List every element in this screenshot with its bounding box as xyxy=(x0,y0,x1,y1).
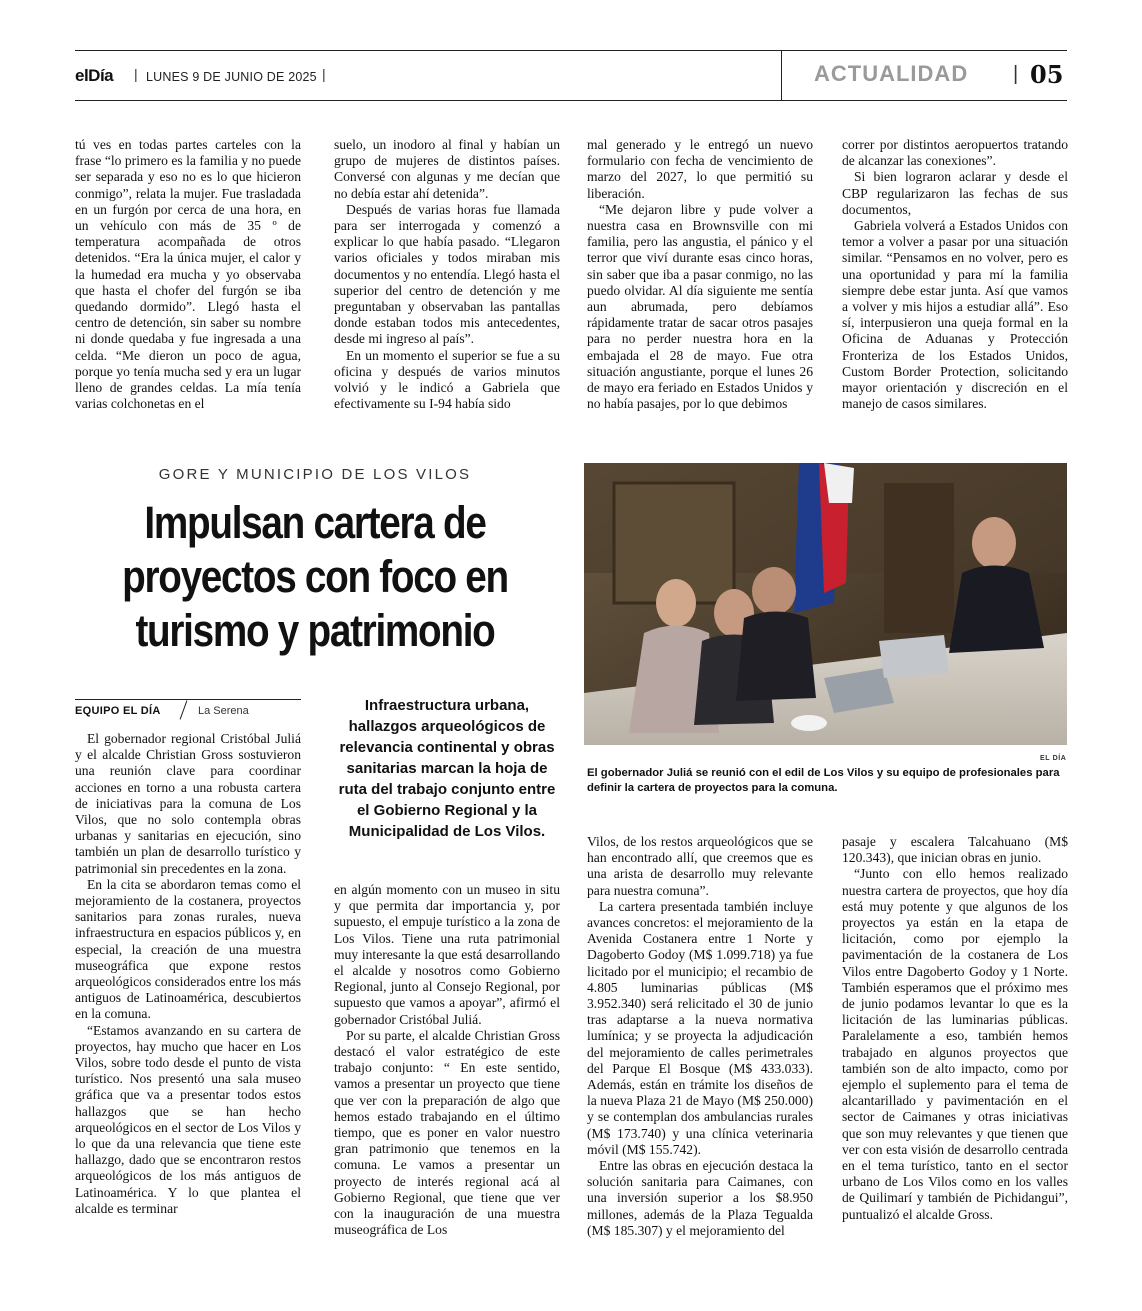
paragraph: mal generado y le entregó un nuevo formulario con fecha de vencimiento de marzo del 2027, lo que permitió su liberación. xyxy=(587,137,813,201)
header-top-rule xyxy=(75,50,1067,51)
paragraph: tú ves en todas partes carteles con la frase “lo primero es la familia y no puede ser separada y eso no es lo que hicieron conmigo”, relata la mujer. Fue trasladada en un furgón por cerca de una hora, en un vehículo con más de 35 º de temperatura acompañada de otros detenidos. “Era la única mujer, el calor y la humedad era mucha y yo observaba que hasta el chofer del furgón se iba quedando dormido”. Llegó hasta el centro de detención, sin saber su nombre ni donde quedaba y fue ingresada a una celda. “Me dieron un poco de agua, porque yo tenía mucha sed y era un lugar lleno de grandes celdas. La mía tenía varias colchonetas en el xyxy=(75,137,301,412)
paragraph: En un momento el superior se fue a su oficina y después de varios minutos volvió y le indicó a Gabriela que efectivamente su I-94 había sido xyxy=(334,347,560,412)
paragraph: En la cita se abordaron temas como el mejoramiento de la costanera, proyectos sanitarios para zonas rurales, nueva infraestructura en espacios públicos y, en especial, la creación de una muestra museográfica que expone restos arqueológicos considerados entre los más antiguos de Latinoamérica, descubiertos en la comuna. xyxy=(75,876,301,1022)
paragraph: “Estamos avanzando en su cartera de proyectos, hay mucho que hacer en Los Vilos, sobre todo desde el punto de vista turístico. Nos presentó una sala museo gráfica que va a presentar todos estos hallazgos que se han hecho arqueológicos en el sector de Los Vilos y lo que da una relevancia que tiene este hallazgo, dado que se encontraron restos arqueológicos de los más antiguos de Latinoamérica. Y lo que plantea el alcalde es terminar xyxy=(75,1022,301,1216)
prev-article-column-3 xyxy=(587,137,813,412)
photo-credit: EL DÍA xyxy=(1040,755,1067,762)
article-column-4 xyxy=(842,834,1068,1223)
prev-article-column-1 xyxy=(75,137,301,412)
paragraph: “Junto con ello hemos realizado nuestra cartera de proyectos, que hoy día está muy potente y que algunos de los proyectos ya están en la etapa de licitación, como por ejemplo la pavimentación de la costanera de Los Vilos entre Dagoberto Godoy y 1 Norte. También esperamos que el próximo mes de junio podamos levantar lo que es la licitación de las luminarias públicas. Paralelamente a eso, también hemos trabajado en algunos proyectos que también son de alto impacto, como por ejemplo el suplemento para el tema de alcantarillado y pavimentación en el sector de Caimanes y otras iniciativas que son muy relevantes y que tienen que ver con esta visión de desarrollo centrada en el tema turístico, tanto en el sector urbano de Los Vilos como en los valles de Quilimarí y también de Pichidangui”, puntualizó el alcalde Gross. xyxy=(842,866,1068,1222)
article-column-1 xyxy=(75,731,301,1217)
byline-city: La Serena xyxy=(198,705,249,717)
article-headline: Impulsan cartera de proyectos con foco en turismo y patrimonio xyxy=(122,497,508,656)
byline-author: EQUIPO EL DÍA xyxy=(75,705,161,717)
paragraph: La cartera presentada también incluye avances concretos: el mejoramiento de la Avenida Costanera entre 1 Norte y Dagoberto Godoy (M$ 1.099.718) ya fue licitado por el municipio; el recambio de 4.805 luminarias públicas (M$ 3.952.340) será relicitado el 30 de junio tras adaptarse a la nueva normativa lumínica; y se proyecta la adjudicación del mejoramiento de calles perimetrales del Parque El Bosque (M$ 433.033). Además, están en trámite los diseños de la nueva Plaza 21 de Mayo (M$ 250.000) y se contemplan dos ambulancias rurales (M$ 173.740) y una clínica veterinaria móvil (M$ 155.742). xyxy=(587,898,813,1157)
prev-article-column-2 xyxy=(334,137,560,412)
photo-caption: El gobernador Juliá se reunió con el edil de Los Vilos y su equipo de profesionales para definir la cartera de proyectos para la comuna. xyxy=(587,767,1060,794)
paragraph: Por su parte, el alcalde Christian Gross destacó el valor estratégico de este trabajo conjunto: “ En este sentido, vamos a presentar un proyecto que tiene que ver con la preparación de algo que hemos estado trabajando en el último tiempo, que es poner en valor nuestro gran patrimonio que tenemos en la comuna. Le vamos a presentar un proyecto de interés regional acá al Gobierno Regional, que tiene que ver con la inauguración de una muestra museográfica de Los xyxy=(334,1027,560,1238)
article-lead: Infraestructura urbana, hallazgos arqueológicos de relevancia continental y obras sanitarias marcan la hoja de ruta del trabajo conjunto entre el Gobierno Regional y la Municipalidad de Los Vilos. xyxy=(338,697,556,840)
byline-rule xyxy=(75,699,301,700)
header-separator: | xyxy=(1013,63,1019,85)
article-photo xyxy=(584,463,1067,745)
article-column-2 xyxy=(334,882,560,1238)
page-number: 05 xyxy=(1030,60,1064,89)
meeting-photo-illustration xyxy=(584,463,1067,745)
paragraph: Vilos, de los restos arqueológicos que se han encontrado allí, que creemos que es una arista de desarrollo muy relevante para nuestra comuna”. xyxy=(587,834,813,898)
paragraph: pasaje y escalera Talcahuano (M$ 120.343), que inician obras en junio. xyxy=(842,834,1068,866)
paragraph: correr por distintos aeropuertos tratando de alcanzar las conexiones”. xyxy=(842,137,1068,169)
header-separator: | xyxy=(322,66,326,82)
header-date: LUNES 9 DE JUNIO DE 2025 xyxy=(146,70,317,84)
paragraph: El gobernador regional Cristóbal Juliá y el alcalde Christian Gross sostuvieron una reunión clave para coordinar acciones en torno a una robusta cartera de iniciativas para la comuna de Los Vilos, que no solo contempla obras urbanas y sanitarias en ejecución, sino también un plan de desarrollo turístico y patrimonial sin precedentes en la zona. xyxy=(75,731,301,876)
paragraph: Después de varias horas fue llamada para ser interrogada y comenzó a explicar lo que había pasado. “Llegaron varios oficiales y todos miraban mis documentos y no entendía. Llegó hasta el superior del centro de detención y me preguntaban y observaban las pantallas donde estaban todos mis antecedentes, desde mi ingreso al país”. xyxy=(334,201,560,347)
article-column-3 xyxy=(587,834,813,1239)
paragraph: Gabriela volverá a Estados Unidos con temor a volver a pasar por una situación similar. “Pensamos en no volver, pero es una oportunidad y para mí la familia siempre debe estar junta. Así que vamos a volver y mis hijos a estudiar allá”. Eso sí, interpusieron una queja formal en la Oficina de Aduanas y Protección Fronteriza de los Estados Unidos, Custom Border Protection, solicitando mayor orientación y discreción en el manejo de casos similares. xyxy=(842,218,1068,412)
paragraph: en algún momento con un museo in situ y que permita dar importancia y, por supuesto, el empuje turístico a la zona de Los Vilos. Tiene una ruta patrimonial muy interesante la que está desarrollando el alcalde y nosotros como Gobierno Regional, junto al Consejo Regional, por supuesto que vamos a apoyar”, afirmó el gobernador Cristóbal Juliá. xyxy=(334,882,560,1027)
paragraph: Entre las obras en ejecución destaca la solución sanitaria para Caimanes, con una inversión superior a los $8.950 millones, además de la Plaza Tegualda (M$ 185.307) y el mejoramiento del xyxy=(587,1158,813,1238)
paragraph: “Me dejaron libre y pude volver a nuestra casa en Brownsville con mi familia, pero las angustia, el pánico y el terror que viví durante esas cinco horas, sin saber que iba a pasar conmigo, no las puedo olvidar. Al día siguiente me sentía aun abrumada, pero debíamos rápidamente tratar de sacar otros pasajes para no perder nuestra hora en la embajada el 28 de mayo. Fue otra situación angustiante, porque el lunes 26 de mayo era feriado en Estados Unidos y no había pasajes, por lo que debimos xyxy=(587,201,813,412)
byline-slash xyxy=(180,700,188,719)
masthead-logo: elDía xyxy=(75,66,114,85)
header-vertical-rule xyxy=(781,51,782,100)
header-bottom-rule xyxy=(75,100,1067,101)
section-name: ACTUALIDAD xyxy=(814,61,969,86)
article-kicker: GORE Y MUNICIPIO DE LOS VILOS xyxy=(158,466,472,483)
header-separator: | xyxy=(134,66,138,82)
paragraph: Si bien lograron aclarar y desde el CBP regularizaron las fechas de sus documentos, xyxy=(842,169,1068,217)
paragraph: suelo, un inodoro al final y habían un grupo de mujeres de distintos países. Conversé con algunas y me decían que no debía estar ahí detenida”. xyxy=(334,137,560,201)
prev-article-column-4 xyxy=(842,137,1068,412)
